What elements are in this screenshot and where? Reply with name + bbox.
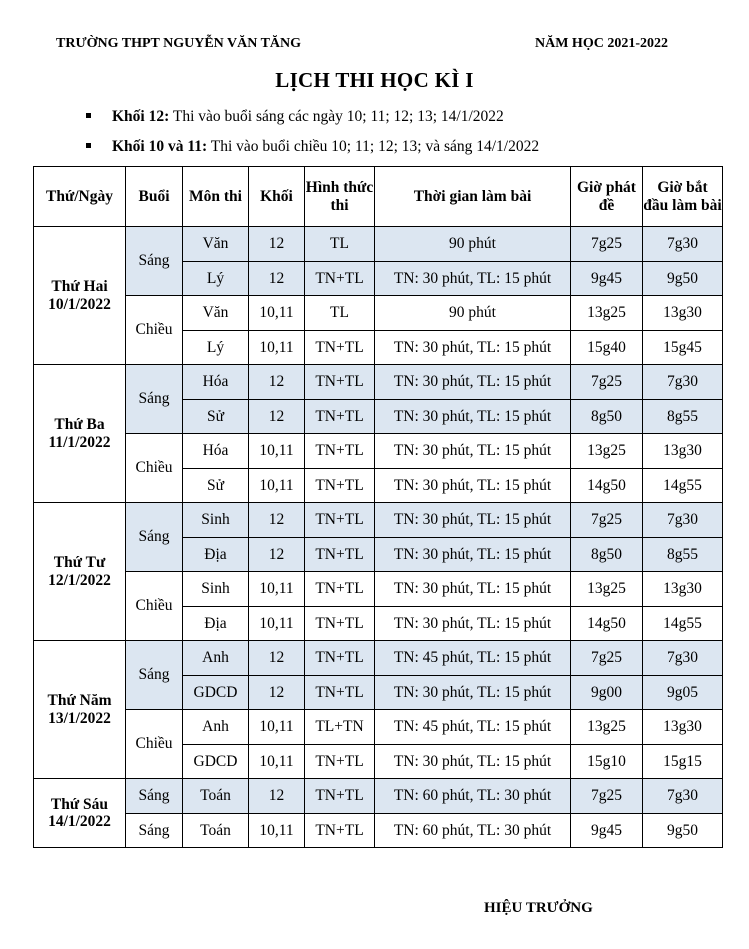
start-time-cell: 8g55: [643, 399, 723, 434]
subject-cell: Anh: [183, 641, 249, 676]
table-row: [34, 503, 723, 538]
col-header-grade: Khối: [249, 167, 305, 227]
session-cell: Sáng: [126, 779, 183, 814]
grade-cell: 10,11: [249, 296, 305, 331]
form-cell: TL: [305, 296, 375, 331]
form-cell: TN+TL: [305, 675, 375, 710]
col-header-session: Buổi: [126, 167, 183, 227]
session-cell: Sáng: [126, 227, 183, 296]
start-time-cell: 13g30: [643, 572, 723, 607]
subject-cell: Địa: [183, 537, 249, 572]
day-date: 11/1/2022: [48, 433, 111, 451]
duration-cell: TN: 30 phút, TL: 15 phút: [375, 434, 571, 469]
grade-cell: 10,11: [249, 813, 305, 848]
form-cell: TN+TL: [305, 537, 375, 572]
start-time-cell: 7g30: [643, 641, 723, 676]
duration-cell: 90 phút: [375, 227, 571, 262]
paper-time-cell: 7g25: [571, 227, 643, 262]
paper-time-cell: 13g25: [571, 434, 643, 469]
signature-title: HIỆU TRƯỞNG: [484, 900, 593, 916]
form-cell: TL+TN: [305, 710, 375, 745]
paper-time-cell: 13g25: [571, 572, 643, 607]
bullet-icon: [86, 108, 112, 126]
paper-time-cell: 7g25: [571, 503, 643, 538]
table-row: [34, 572, 723, 607]
subject-cell: Văn: [183, 227, 249, 262]
day-cell: [34, 503, 126, 641]
table-header-row: [34, 167, 723, 227]
form-cell: TN+TL: [305, 399, 375, 434]
note-text: Thi vào buổi sáng các ngày 10; 11; 12; 13; 14/1/2022: [169, 108, 504, 125]
note-text: Thi vào buổi chiều 10; 11; 12; 13; và sáng 14/1/2022: [207, 138, 540, 155]
duration-cell: TN: 30 phút, TL: 15 phút: [375, 537, 571, 572]
table-row: [34, 296, 723, 331]
subject-cell: Địa: [183, 606, 249, 641]
subject-cell: Anh: [183, 710, 249, 745]
paper-time-cell: 8g50: [571, 537, 643, 572]
session-cell: Chiều: [126, 296, 183, 365]
paper-time-cell: 7g25: [571, 365, 643, 400]
subject-cell: Hóa: [183, 434, 249, 469]
form-cell: TN+TL: [305, 468, 375, 503]
table-row: [34, 779, 723, 814]
grade-cell: 12: [249, 675, 305, 710]
form-cell: TN+TL: [305, 572, 375, 607]
subject-cell: Sinh: [183, 572, 249, 607]
exam-schedule-table: [33, 166, 723, 848]
day-date: 10/1/2022: [48, 295, 111, 313]
form-cell: TN+TL: [305, 261, 375, 296]
school-year: NĂM HỌC 2021-2022: [535, 36, 668, 51]
grade-cell: 12: [249, 537, 305, 572]
table-body: [34, 227, 723, 848]
note-label: Khối 12:: [112, 108, 170, 125]
day-name: Thứ Năm: [47, 692, 112, 710]
session-cell: Sáng: [126, 813, 183, 848]
grade-cell: 10,11: [249, 710, 305, 745]
form-cell: TN+TL: [305, 330, 375, 365]
subject-cell: Sử: [183, 468, 249, 503]
paper-time-cell: 7g25: [571, 779, 643, 814]
grade-cell: 10,11: [249, 330, 305, 365]
form-cell: TN+TL: [305, 606, 375, 641]
start-time-cell: 9g05: [643, 675, 723, 710]
form-cell: TN+TL: [305, 779, 375, 814]
paper-time-cell: 7g25: [571, 641, 643, 676]
col-header-duration: Thời gian làm bài: [375, 167, 571, 227]
start-time-cell: 7g30: [643, 779, 723, 814]
duration-cell: TN: 30 phút, TL: 15 phút: [375, 606, 571, 641]
subject-cell: GDCD: [183, 744, 249, 779]
grade-cell: 10,11: [249, 434, 305, 469]
day-date: 12/1/2022: [48, 571, 111, 589]
col-header-day: Thứ/Ngày: [34, 167, 126, 227]
bullet-icon: [86, 138, 112, 156]
day-cell: [34, 779, 126, 848]
table-row: [34, 365, 723, 400]
session-cell: Chiều: [126, 710, 183, 779]
start-time-cell: 15g15: [643, 744, 723, 779]
form-cell: TL: [305, 227, 375, 262]
grade-cell: 10,11: [249, 468, 305, 503]
day-name: Thứ Ba: [54, 416, 105, 434]
start-time-cell: 7g30: [643, 365, 723, 400]
duration-cell: TN: 30 phút, TL: 15 phút: [375, 365, 571, 400]
paper-time-cell: 9g45: [571, 261, 643, 296]
note-grade-12: [86, 108, 504, 126]
col-header-form: Hình thức thi: [305, 167, 375, 227]
duration-cell: TN: 60 phút, TL: 30 phút: [375, 813, 571, 848]
subject-cell: Sinh: [183, 503, 249, 538]
start-time-cell: 9g50: [643, 261, 723, 296]
paper-time-cell: 9g45: [571, 813, 643, 848]
session-cell: Sáng: [126, 365, 183, 434]
day-name: Thứ Sáu: [50, 795, 109, 813]
form-cell: TN+TL: [305, 813, 375, 848]
paper-time-cell: 14g50: [571, 606, 643, 641]
session-cell: Sáng: [126, 503, 183, 572]
grade-cell: 12: [249, 261, 305, 296]
start-time-cell: 9g50: [643, 813, 723, 848]
subject-cell: Lý: [183, 330, 249, 365]
start-time-cell: 8g55: [643, 537, 723, 572]
page-title: LỊCH THI HỌC KÌ I: [275, 68, 474, 92]
duration-cell: TN: 30 phút, TL: 15 phút: [375, 503, 571, 538]
paper-time-cell: 14g50: [571, 468, 643, 503]
subject-cell: Hóa: [183, 365, 249, 400]
duration-cell: TN: 30 phút, TL: 15 phút: [375, 744, 571, 779]
duration-cell: TN: 30 phút, TL: 15 phút: [375, 572, 571, 607]
grade-cell: 10,11: [249, 606, 305, 641]
session-cell: Sáng: [126, 641, 183, 710]
grade-cell: 12: [249, 399, 305, 434]
grade-cell: 12: [249, 365, 305, 400]
paper-time-cell: 13g25: [571, 710, 643, 745]
col-header-start-time: Giờ bắt đầu làm bài: [643, 167, 723, 227]
start-time-cell: 13g30: [643, 710, 723, 745]
subject-cell: Sử: [183, 399, 249, 434]
form-cell: TN+TL: [305, 365, 375, 400]
form-cell: TN+TL: [305, 641, 375, 676]
note-grade-10-11: [86, 138, 539, 156]
grade-cell: 10,11: [249, 744, 305, 779]
subject-cell: Toán: [183, 779, 249, 814]
table-row: [34, 710, 723, 745]
subject-cell: Văn: [183, 296, 249, 331]
start-time-cell: 15g45: [643, 330, 723, 365]
grade-cell: 10,11: [249, 572, 305, 607]
day-cell: [34, 227, 126, 365]
duration-cell: TN: 45 phút, TL: 15 phút: [375, 710, 571, 745]
duration-cell: 90 phút: [375, 296, 571, 331]
day-date: 13/1/2022: [48, 709, 111, 727]
subject-cell: GDCD: [183, 675, 249, 710]
start-time-cell: 14g55: [643, 606, 723, 641]
duration-cell: TN: 30 phút, TL: 15 phút: [375, 468, 571, 503]
day-date: 14/1/2022: [48, 813, 111, 830]
session-cell: Chiều: [126, 434, 183, 503]
subject-cell: Toán: [183, 813, 249, 848]
table-row: [34, 227, 723, 262]
subject-cell: Lý: [183, 261, 249, 296]
start-time-cell: 7g30: [643, 503, 723, 538]
day-cell: [34, 641, 126, 779]
day-cell: [34, 365, 126, 503]
duration-cell: TN: 60 phút, TL: 30 phút: [375, 779, 571, 814]
start-time-cell: 14g55: [643, 468, 723, 503]
grade-cell: 12: [249, 503, 305, 538]
paper-time-cell: 8g50: [571, 399, 643, 434]
grade-cell: 12: [249, 779, 305, 814]
note-label: Khối 10 và 11:: [112, 138, 208, 155]
form-cell: TN+TL: [305, 503, 375, 538]
table-row: [34, 434, 723, 469]
duration-cell: TN: 30 phút, TL: 15 phút: [375, 675, 571, 710]
form-cell: TN+TL: [305, 434, 375, 469]
col-header-subject: Môn thi: [183, 167, 249, 227]
session-cell: Chiều: [126, 572, 183, 641]
day-name: Thứ Hai: [51, 278, 108, 296]
grade-cell: 12: [249, 641, 305, 676]
col-header-paper-time: Giờ phát đề: [571, 167, 643, 227]
start-time-cell: 13g30: [643, 434, 723, 469]
day-name: Thứ Tư: [53, 554, 106, 572]
table-row: [34, 813, 723, 848]
paper-time-cell: 9g00: [571, 675, 643, 710]
form-cell: TN+TL: [305, 744, 375, 779]
start-time-cell: 13g30: [643, 296, 723, 331]
duration-cell: TN: 30 phút, TL: 15 phút: [375, 330, 571, 365]
duration-cell: TN: 45 phút, TL: 15 phút: [375, 641, 571, 676]
paper-time-cell: 15g40: [571, 330, 643, 365]
duration-cell: TN: 30 phút, TL: 15 phút: [375, 399, 571, 434]
paper-time-cell: 13g25: [571, 296, 643, 331]
grade-cell: 12: [249, 227, 305, 262]
paper-time-cell: 15g10: [571, 744, 643, 779]
start-time-cell: 7g30: [643, 227, 723, 262]
school-name: TRƯỜNG THPT NGUYỄN VĂN TĂNG: [56, 36, 302, 51]
duration-cell: TN: 30 phút, TL: 15 phút: [375, 261, 571, 296]
table-row: [34, 641, 723, 676]
